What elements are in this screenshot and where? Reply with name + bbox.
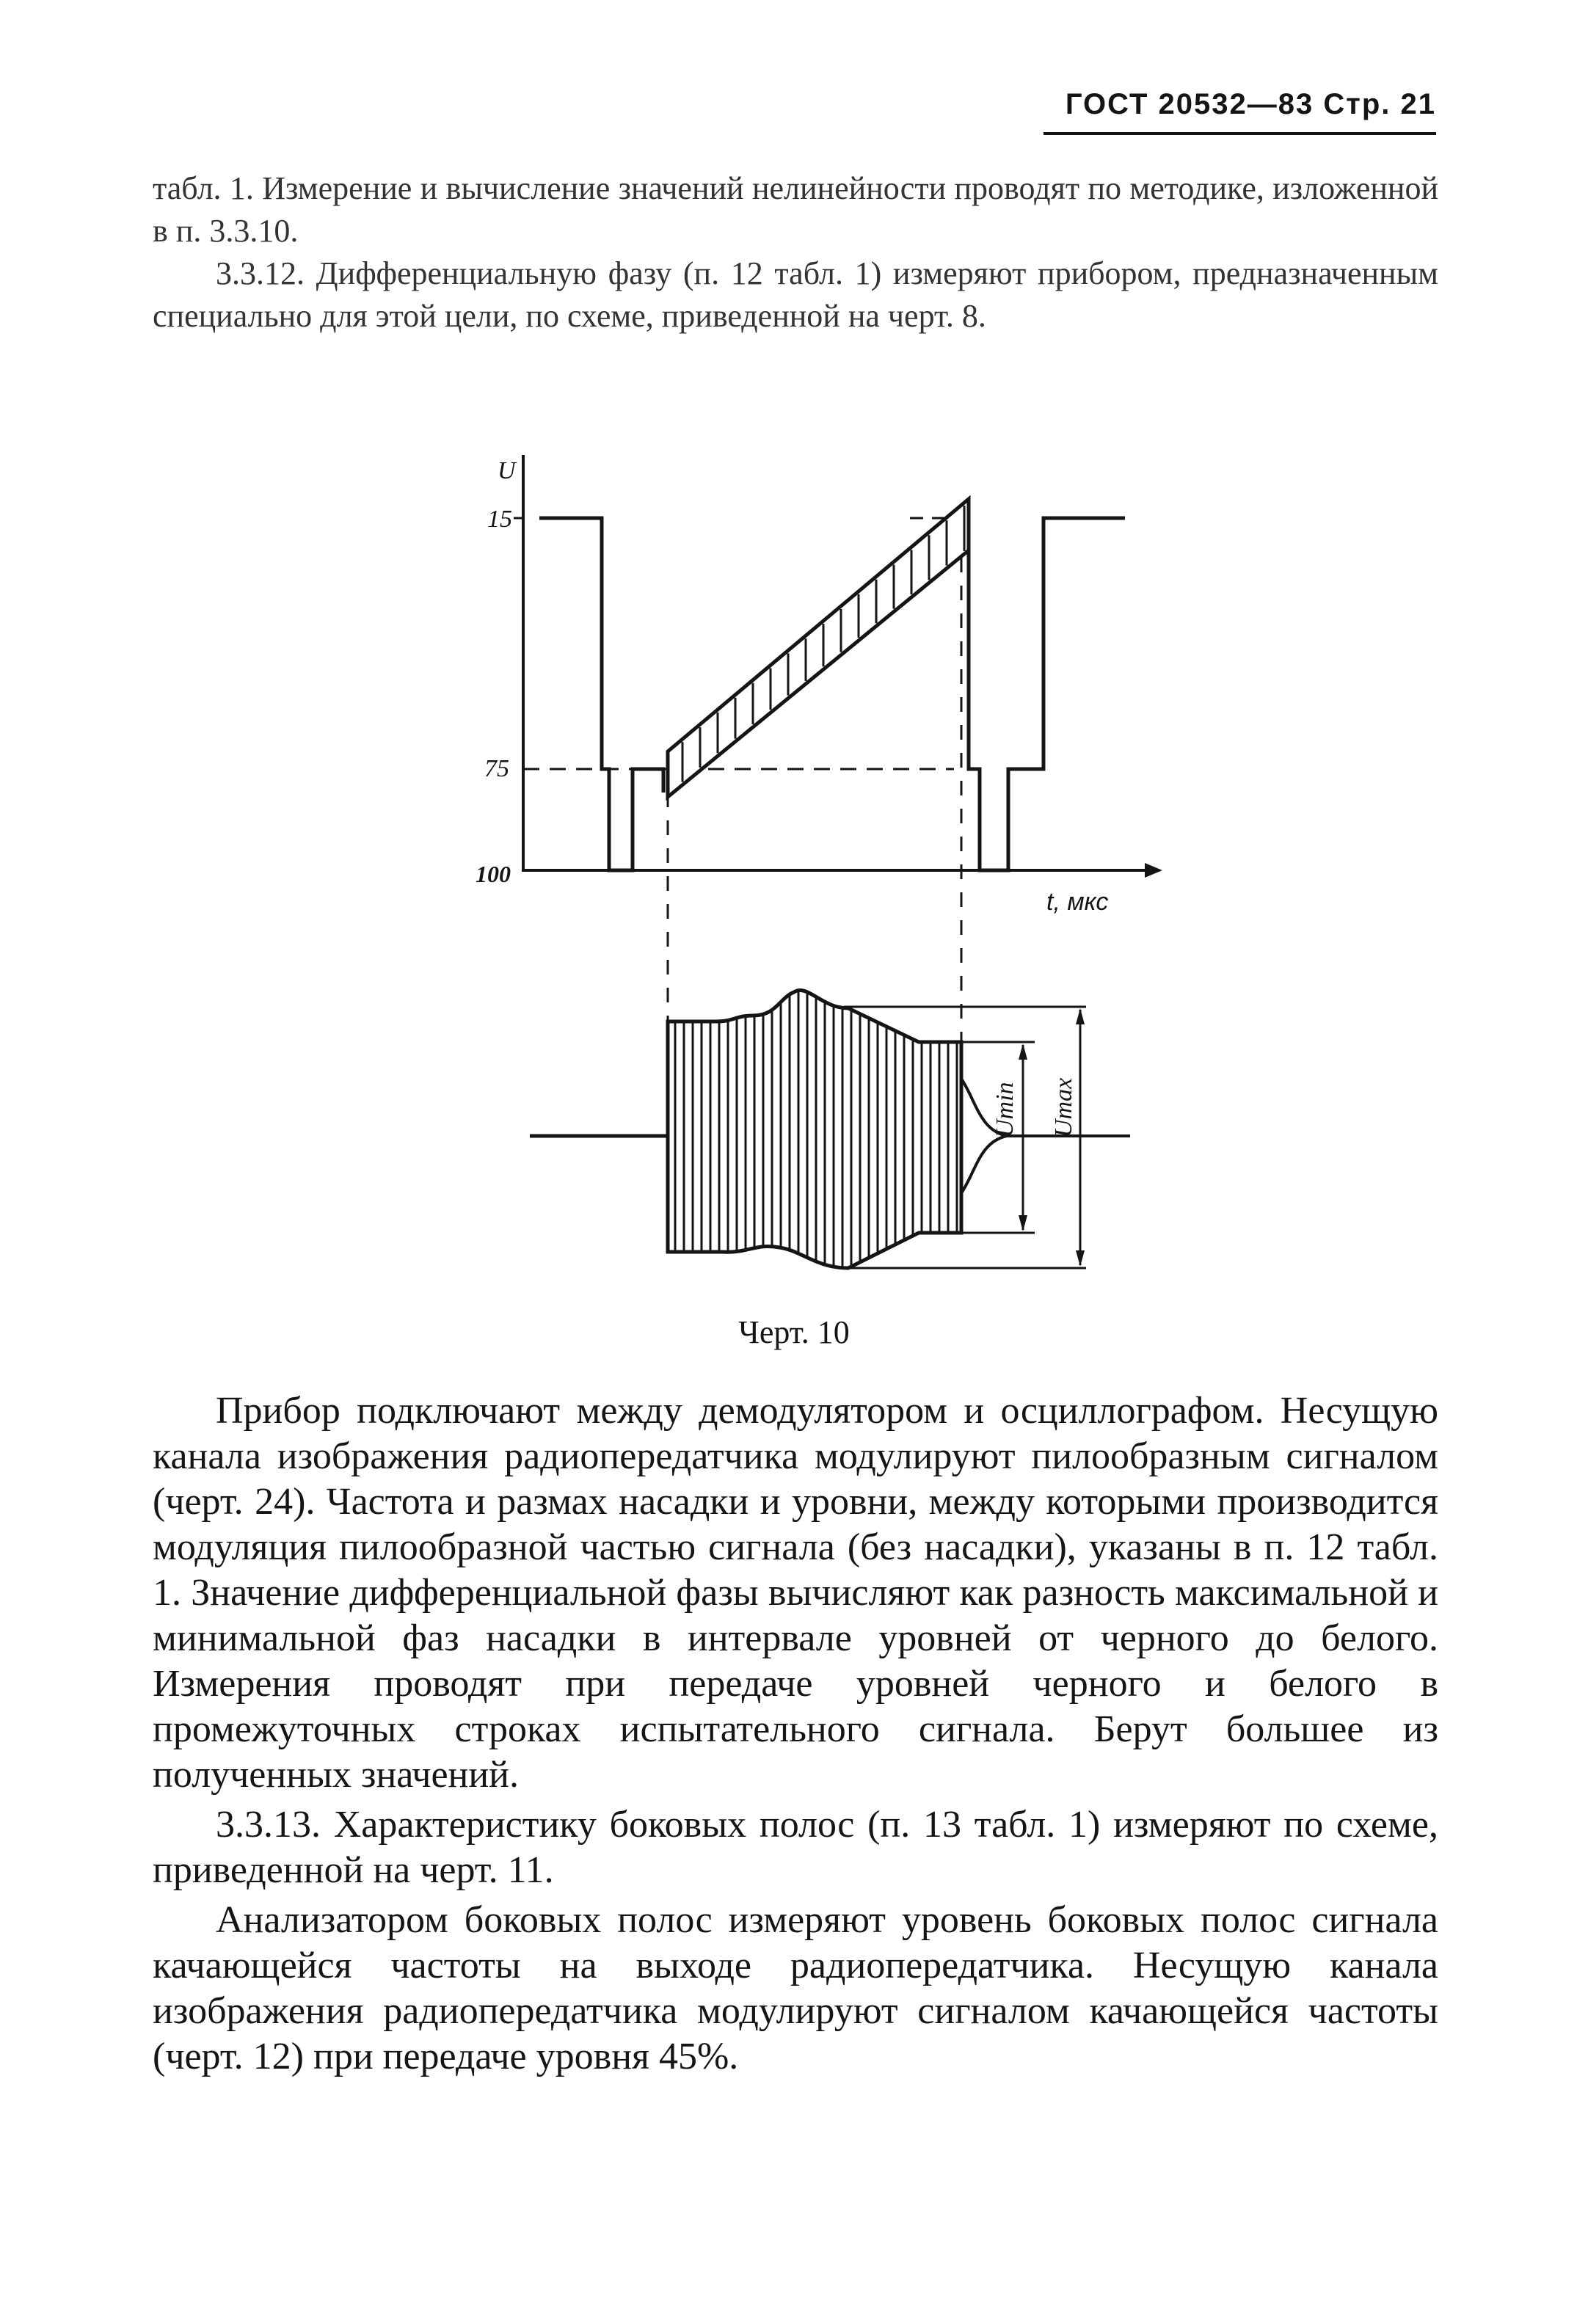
tick-label-15: 15 — [487, 506, 512, 533]
umax-arrow-top — [1076, 1008, 1085, 1024]
umin-arrow-top — [1019, 1043, 1027, 1060]
x-axis-arrow — [1145, 863, 1162, 878]
tick-label-100: 100 — [476, 861, 511, 887]
figure-caption: Черт. 10 — [738, 1314, 850, 1350]
page-header: ГОСТ 20532—83 Стр. 21 — [1065, 88, 1436, 120]
axis-label-u: U — [498, 457, 516, 484]
main-text-block — [153, 1388, 1438, 2080]
paragraph-device: Прибор подключают между демодулятором и осциллографом. Несущую канала изображения радиопередатчика модулируют пилообразным сигналом (черт. 24). Частота и размах насадки и уровни, между которыми производится модуляция пилообразной частью сигнала (без насадки), указаны в п. 12 табл. 1. Значение дифференциальной фазы вычисляют как разность максимальной и минимальной фаз насадки в интервале уровней от черного до белого. Измерения проводят при передаче уровней черного и белого в промежуточных строках испытательного сигнала. Берут большее из полученных значений. — [153, 1390, 1438, 1796]
paragraph-3-3-12: 3.3.12. Дифференциальную фазу (п. 12 табл. 1) измеряют прибором, предназначенным специально для этой цели, по схеме, приведенной на черт. 8. — [153, 255, 1438, 334]
baseline-right — [961, 1079, 1130, 1193]
waveform-right — [969, 518, 1125, 870]
umax-arrow-bottom — [1076, 1250, 1085, 1267]
envelope-outline — [668, 990, 961, 1268]
continuation-paragraph: табл. 1. Измерение и вычисление значений нелинейности проводят по методике, изложенной в п. 3.3.10. — [153, 170, 1438, 249]
paragraph-3-3-13: 3.3.13. Характеристику боковых полос (п. 13 табл. 1) измеряют по схеме, приведенной на черт. 11. — [153, 1804, 1438, 1891]
axis-label-t: t, мкс — [1046, 888, 1109, 916]
upper-chart — [514, 455, 1162, 1042]
label-umin: Umin — [991, 1082, 1019, 1137]
ramp-band — [668, 499, 969, 797]
tick-label-75: 75 — [484, 755, 509, 782]
lower-chart — [530, 983, 1130, 1277]
label-umax: Umax — [1050, 1077, 1077, 1137]
waveform-left — [539, 518, 663, 870]
umin-arrow-bottom — [1019, 1215, 1027, 1231]
envelope-hatching — [675, 983, 957, 1277]
paragraph-analyzer: Анализатором боковых полос измеряют уровень боковых полос сигнала качающейся частоты на выходе радиопередатчика. Несущую канала изображения радиопередатчика модулируют сигналом качающейся частоты (черт. 12) при передаче уровня 45%. — [153, 1899, 1438, 2077]
